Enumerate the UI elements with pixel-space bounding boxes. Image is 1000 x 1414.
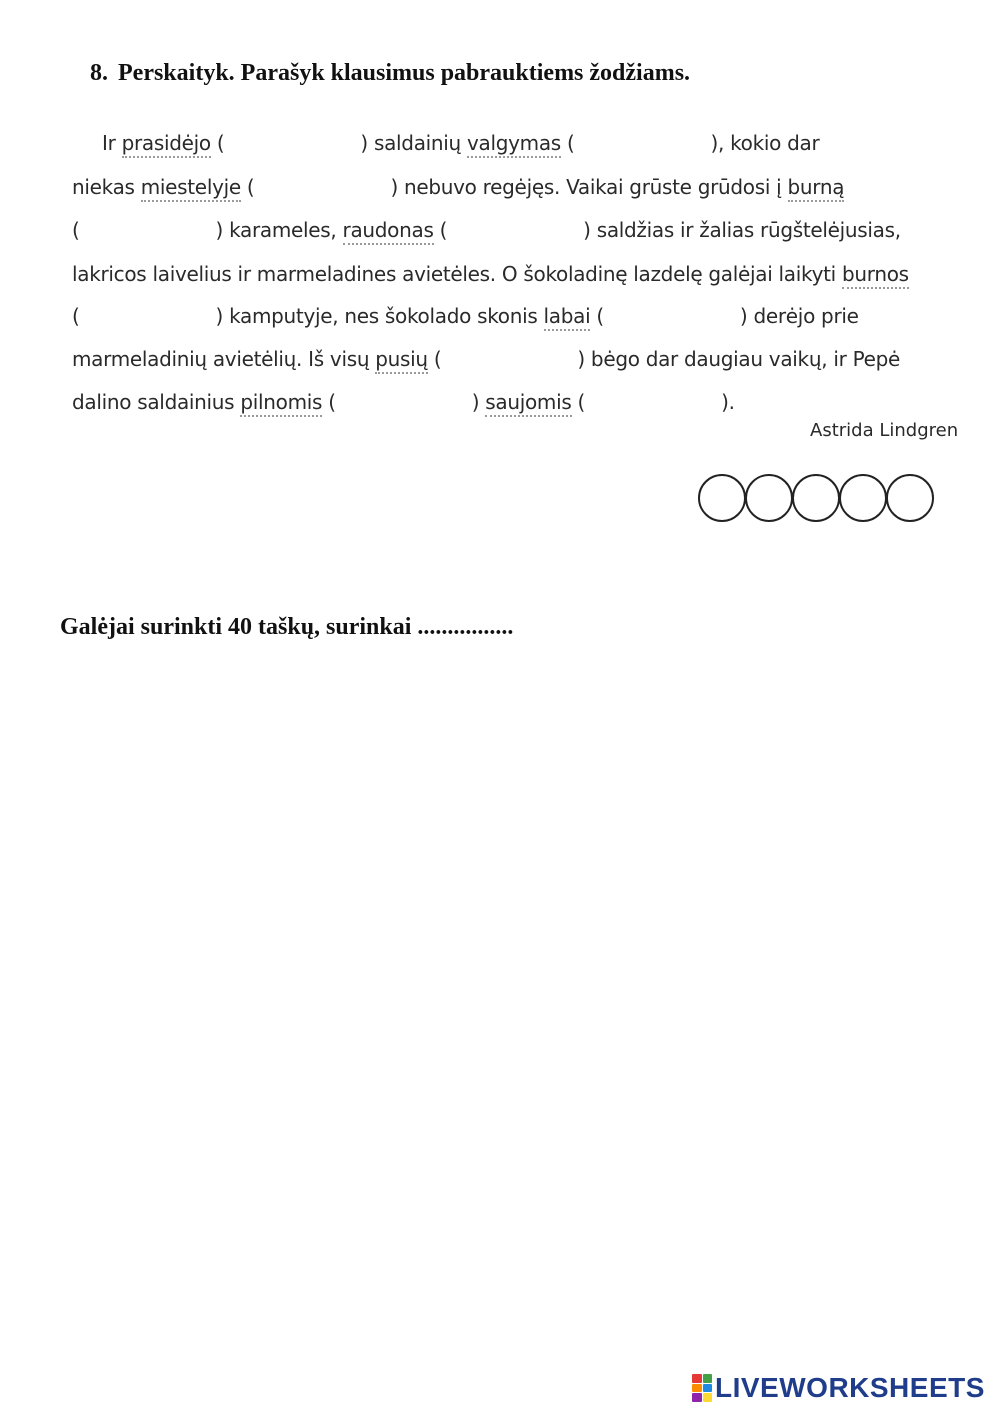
passage-text: (: [571, 390, 586, 414]
passage-text: ), kokio dar: [710, 131, 820, 155]
answer-blank-3[interactable]: [254, 180, 390, 199]
logo-square: [703, 1393, 713, 1402]
passage-text: ) nebuvo regėjęs. Vaikai grūste grūdosi į: [390, 175, 788, 199]
logo-square: [692, 1374, 702, 1383]
score-circle[interactable]: [839, 474, 887, 522]
score-circle[interactable]: [792, 474, 840, 522]
underlined-word: raudonas: [343, 218, 434, 245]
score-circle[interactable]: [745, 474, 793, 522]
underlined-word: miestelyje: [141, 175, 241, 202]
passage-text: ) kamputyje, nes šokolado skonis: [215, 304, 544, 328]
liveworksheets-logo-text: LIVEWORKSHEETS: [715, 1372, 985, 1403]
answer-blank-8[interactable]: [441, 352, 577, 371]
underlined-word: burną: [788, 175, 845, 202]
passage-text: (: [427, 347, 442, 371]
passage-text: ) saldžias ir žalias rūgštelėjusias,: [583, 218, 901, 242]
answer-blank-4[interactable]: [80, 223, 216, 242]
underlined-word: pilnomis: [240, 390, 322, 417]
passage-line: [72, 218, 901, 242]
passage-text: Ir: [102, 131, 122, 155]
logo-square: [703, 1384, 713, 1393]
answer-blank-10[interactable]: [585, 395, 721, 414]
underlined-word: labai: [544, 304, 591, 331]
answer-blank-9[interactable]: [336, 395, 472, 414]
underlined-word: prasidėjo: [122, 131, 211, 158]
passage-text: (: [322, 390, 336, 414]
logo-square: [703, 1374, 713, 1383]
passage-text: (: [210, 131, 225, 155]
passage-text: (: [590, 304, 604, 328]
passage-line: [102, 131, 819, 155]
logo-square: [692, 1393, 702, 1402]
liveworksheets-logo: [692, 1372, 985, 1404]
liveworksheets-logo-icon: [692, 1374, 712, 1402]
passage-text: ) bėgo dar daugiau vaikų, ir Pepė: [577, 347, 901, 371]
passage-text: ) karameles,: [215, 218, 343, 242]
answer-blank-5[interactable]: [447, 223, 583, 242]
passage-text: niekas: [72, 175, 141, 199]
score-circles: [699, 474, 934, 522]
passage-text: (: [433, 218, 448, 242]
answer-blank-2[interactable]: [575, 136, 711, 155]
passage-text: marmeladinių avietėlių. Iš visų: [72, 347, 376, 371]
passage-text: lakricos laivelius ir marmeladines avietėles. O šokoladinę lazdelę galėjai laikyti: [72, 262, 842, 286]
passage-line: [72, 175, 844, 199]
task-number: 8.: [90, 60, 108, 86]
passage-line: [72, 347, 900, 371]
passage-text: (: [240, 175, 255, 199]
task-instruction: Perskaityk. Parašyk klausimus pabrauktiems žodžiams.: [118, 60, 691, 86]
passage-line: [72, 262, 909, 286]
author-name: Astrida Lindgren: [810, 420, 959, 441]
passage-text: (: [72, 304, 80, 328]
passage-line: [72, 390, 735, 414]
underlined-word: burnos: [842, 262, 909, 289]
answer-blank-6[interactable]: [80, 309, 216, 328]
passage-text: dalino saldainius: [72, 390, 241, 414]
passage-text: ) saldainių: [360, 131, 467, 155]
answer-blank-7[interactable]: [604, 309, 740, 328]
score-line: Galėjai surinkti 40 taškų, surinkai ................: [60, 614, 514, 640]
answer-blank-1[interactable]: [224, 136, 360, 155]
task-title: [90, 60, 690, 87]
passage-text: (: [72, 218, 80, 242]
passage-text: ).: [721, 390, 735, 414]
passage-line: [72, 304, 859, 328]
underlined-word: pusių: [375, 347, 428, 374]
score-circle[interactable]: [698, 474, 746, 522]
score-circle[interactable]: [886, 474, 934, 522]
passage-text: ) derėjo prie: [739, 304, 859, 328]
underlined-word: valgymas: [467, 131, 561, 158]
logo-square: [692, 1384, 702, 1393]
passage-text: (: [560, 131, 575, 155]
passage-text: ): [471, 390, 486, 414]
underlined-word: saujomis: [485, 390, 571, 417]
